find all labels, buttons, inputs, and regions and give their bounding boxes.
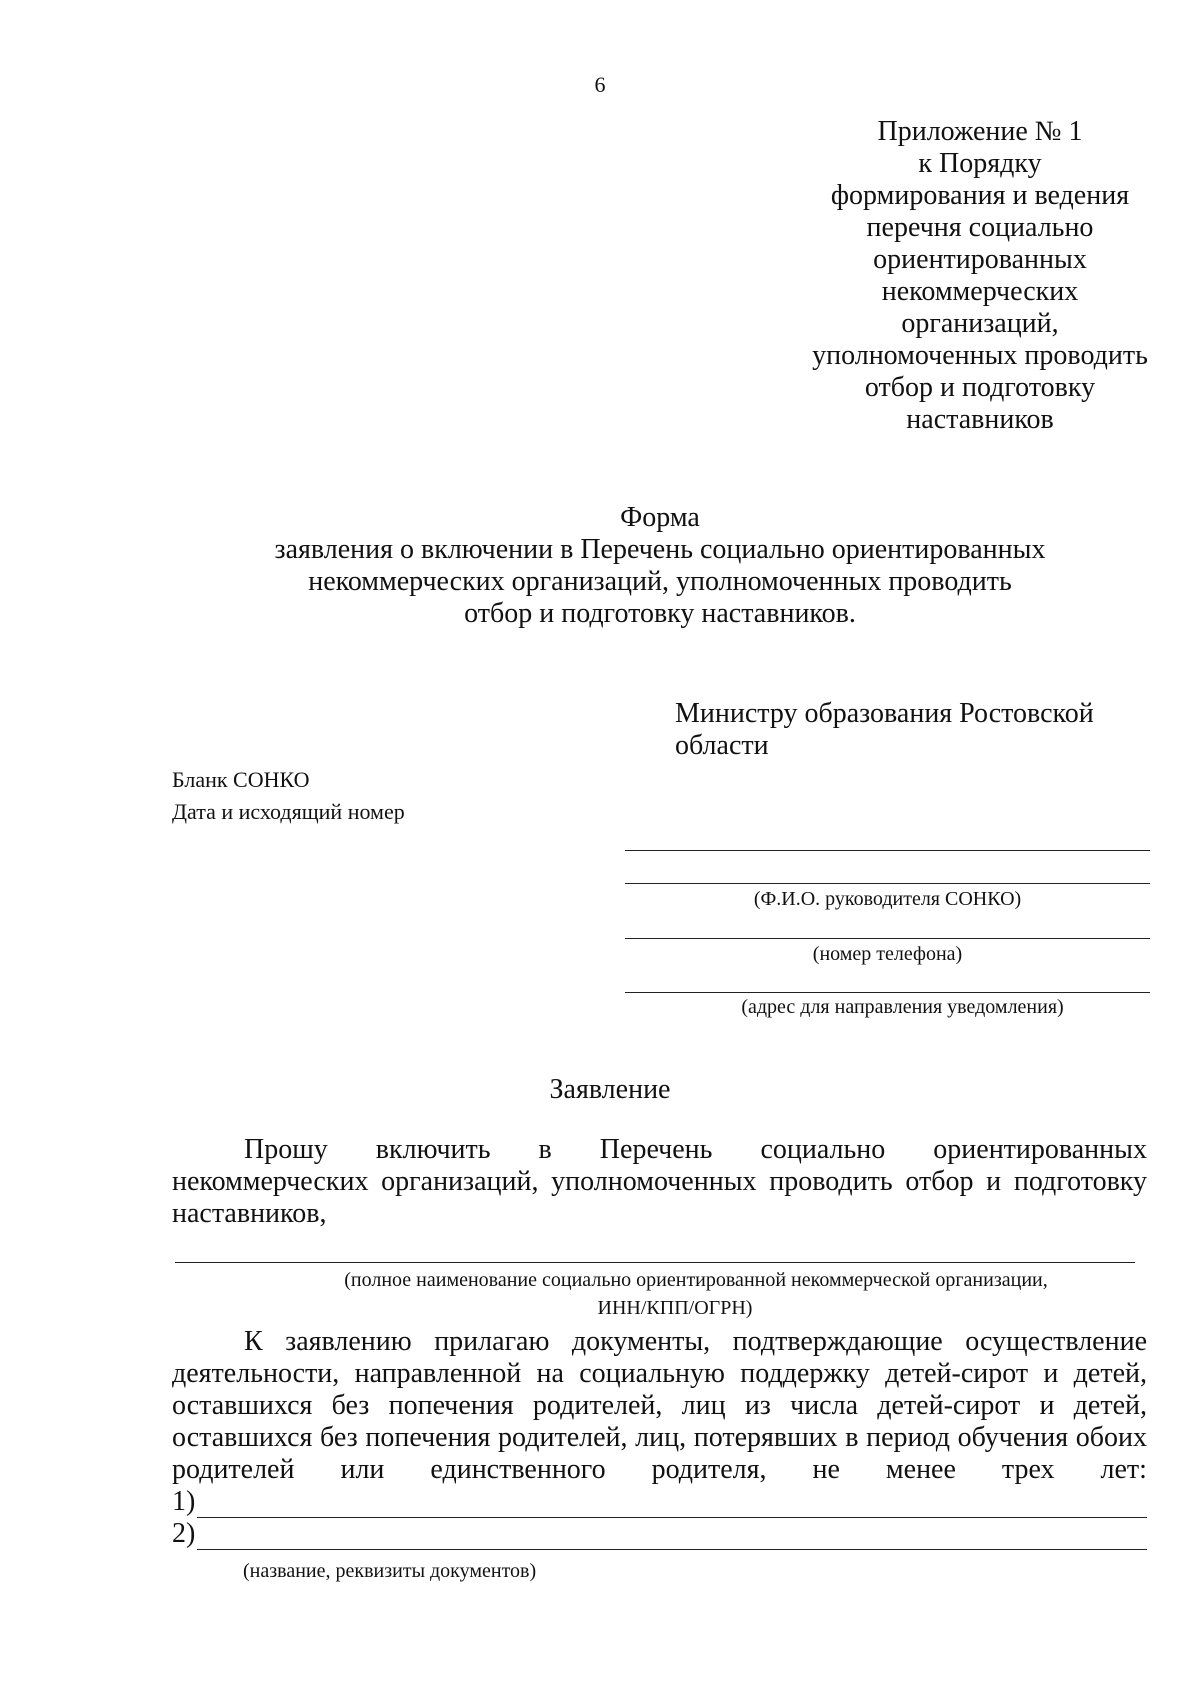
word: не <box>812 1454 840 1485</box>
item-number: 2) <box>172 1518 196 1549</box>
word: включить <box>375 1134 491 1165</box>
appendix-line: к Порядку <box>918 148 1042 179</box>
paragraph-line: оставшихся без попечения родителей, лиц, потерявших в период обучения обоих <box>172 1422 1147 1453</box>
word: Перечень <box>599 1134 713 1165</box>
word: в <box>538 1134 552 1165</box>
head-name-line-2 <box>625 883 1150 884</box>
page-number: 6 <box>594 72 606 97</box>
addressee-line: области <box>675 730 769 761</box>
date-number-label: Дата и исходящий номер <box>172 799 405 824</box>
sonko-blank <box>172 764 405 828</box>
word: лет: <box>1100 1454 1147 1485</box>
form-title-line: отбор и подготовку наставников. <box>464 598 856 629</box>
form-title-line: заявления о включении в Перечень социально ориентированных <box>274 534 1046 565</box>
form-title <box>160 502 1160 630</box>
phone-line <box>625 938 1150 939</box>
blank-label: Бланк СОНКО <box>172 767 310 792</box>
org-name-line <box>175 1262 1135 1263</box>
word: единственного <box>430 1454 606 1485</box>
paragraph-documents <box>172 1326 1147 1486</box>
form-title-line: некоммерческих организаций, уполномоченных проводить <box>308 566 1012 597</box>
word: родителей <box>172 1454 295 1485</box>
appendix-line: перечня социально <box>866 212 1094 243</box>
document-item-line <box>197 1525 1147 1550</box>
appendix-line: ориентированных <box>873 244 1087 275</box>
org-caption-line: (полное наименование социально ориентированной некоммерческой организации, <box>344 1269 1048 1291</box>
head-name-line-1 <box>625 850 1150 851</box>
appendix-block <box>790 116 1170 436</box>
word: ориентированных <box>933 1134 1147 1165</box>
word: менее <box>885 1454 956 1485</box>
appendix-line: Приложение № 1 <box>877 116 1083 147</box>
item-number: 1) <box>172 1486 196 1517</box>
form-title-line: Форма <box>620 502 700 533</box>
address-caption: (адрес для направления уведомления) <box>741 996 1064 1018</box>
addressee <box>675 698 1155 762</box>
paragraph-line <box>172 1454 1147 1486</box>
org-caption-line: ИНН/КПП/ОГРН) <box>597 1297 753 1319</box>
paragraph-line: оставшихся без попечения родителей, лиц из числа детей-сирот и детей, <box>172 1390 1147 1421</box>
word: родителя, <box>651 1454 767 1485</box>
word: Прошу <box>244 1134 328 1165</box>
word: или <box>340 1454 385 1485</box>
word: социально <box>760 1134 886 1165</box>
documents-caption: (название, реквизиты документов) <box>243 1560 537 1582</box>
paragraph-line <box>172 1134 1147 1166</box>
phone-caption: (номер телефона) <box>812 943 963 965</box>
paragraph-line: некоммерческих организаций, уполномоченных проводить отбор и подготовку <box>172 1166 1147 1197</box>
appendix-line: уполномоченных проводить <box>812 340 1148 371</box>
paragraph-line: деятельности, направленной на социальную поддержку детей-сирот и детей, <box>172 1358 1147 1389</box>
statement-title: Заявление <box>549 1074 671 1105</box>
appendix-line: отбор и подготовку <box>864 372 1096 403</box>
document-item-1 <box>172 1486 1147 1518</box>
addressee-line: Министру образования Ростовской <box>675 698 1094 729</box>
appendix-line: некоммерческих <box>881 276 1079 307</box>
word: трех <box>1001 1454 1055 1485</box>
paragraph-line: наставников, <box>172 1198 327 1229</box>
paragraph-line: К заявлению прилагаю документы, подтверждающие осуществление <box>244 1326 1147 1357</box>
address-line <box>625 992 1150 993</box>
appendix-line: организаций, <box>901 308 1059 339</box>
paragraph-request <box>172 1134 1147 1230</box>
appendix-line: формирования и ведения <box>830 180 1130 211</box>
head-name-caption: (Ф.И.О. руководителя СОНКО) <box>753 888 1022 910</box>
org-caption <box>175 1266 1135 1322</box>
document-item-2 <box>172 1518 1147 1550</box>
document-item-line <box>197 1493 1147 1518</box>
appendix-line: наставников <box>906 404 1054 435</box>
